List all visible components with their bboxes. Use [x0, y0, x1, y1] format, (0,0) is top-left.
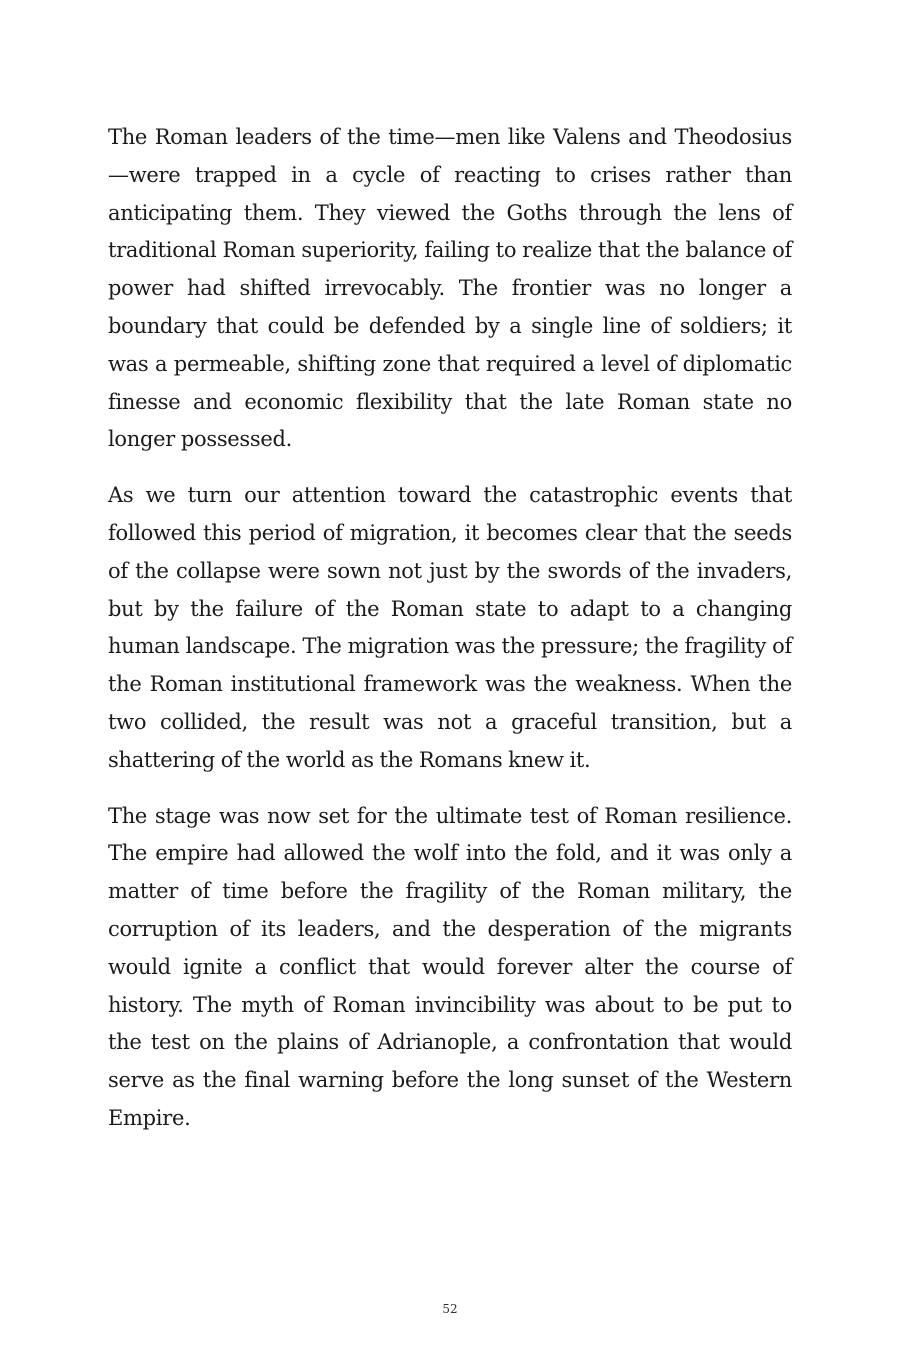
paragraph: As we turn our attention toward the catastrophic events that followed this period of migration, it becomes clear that the seeds of the collapse were sown not just by the swords of the invaders, but by the failure of the Roman state to adapt to a changing human landscape. The migration was the pressure; the fragility of the Roman institutional framework was the weakness. When the two collided, the result was not a graceful transition, but a shattering of the world as the Romans knew it. — [108, 483, 792, 772]
paragraph: The Roman leaders of the time—men like Valens and Theodosius—were trapped in a cycle of reacting to crises rather than anticipating them. They viewed the Goths through the lens of traditional Roman superiority, failing to realize that the balance of power had shifted irrevocably. The frontier was no longer a boundary that could be defended by a single line of soldiers; it was a permeable, shifting zone that required a level of diplomatic finesse and economic flexibility that the late Roman state no longer possessed. — [108, 125, 792, 452]
body-text — [108, 119, 792, 1156]
paragraph: The stage was now set for the ultimate test of Roman resilience. The empire had allowed the wolf into the fold, and it was only a matter of time before the fragility of the Roman military, the corruption of its leaders, and the desperation of the migrants would ignite a conflict that would forever alter the course of history. The myth of Roman invincibility was about to be put to the test on the plains of Adrianople, a confrontation that would serve as the final warning before the long sunset of the Western Empire. — [108, 803, 792, 1130]
page-number: 52 — [442, 1302, 458, 1316]
